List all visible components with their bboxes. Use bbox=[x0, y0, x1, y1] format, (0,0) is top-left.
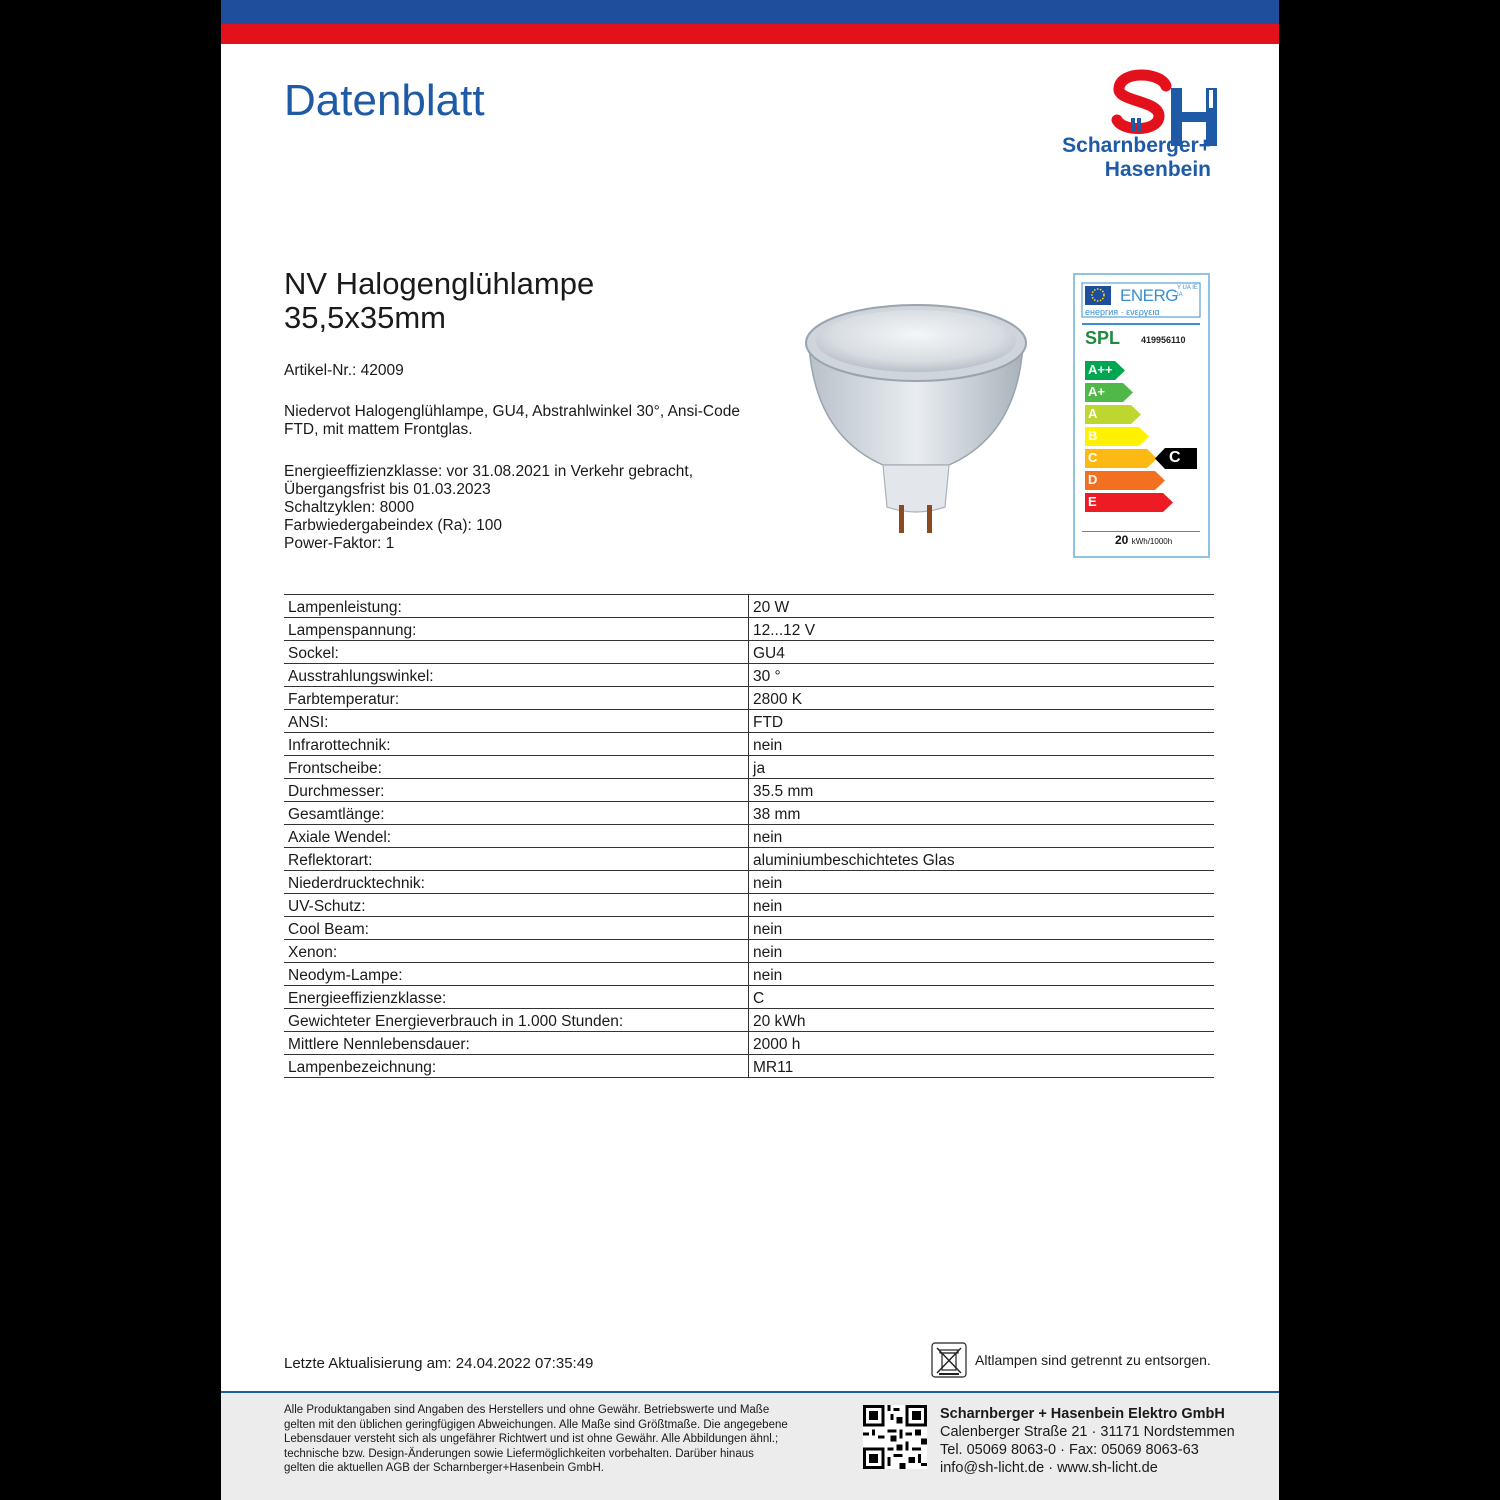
spec-value: nein bbox=[749, 871, 1215, 894]
company-address: Calenberger Straße 21 · 31171 Nordstemmen bbox=[940, 1424, 1235, 1440]
energy-class-label: A++ bbox=[1088, 362, 1113, 377]
spec-row bbox=[284, 733, 1214, 756]
spec-row bbox=[284, 917, 1214, 940]
disclaimer-line: technische bzw. Design-Änderungen sowie Liefermöglichkeiten vorbehalten. Darüber hinaus bbox=[284, 1447, 754, 1460]
last-updated: Letzte Aktualisierung am: 24.04.2022 07:35:49 bbox=[284, 1355, 594, 1372]
energy-label-header-languages: Y UA IE IA bbox=[1177, 285, 1198, 298]
spec-value: C bbox=[749, 986, 1215, 1009]
spec-label: Mittlere Nennlebensdauer: bbox=[284, 1032, 749, 1055]
spec-value: nein bbox=[749, 963, 1215, 986]
qr-code-icon[interactable] bbox=[863, 1405, 927, 1469]
detail-line: Energieeffizienzklasse: vor 31.08.2021 in Verkehr gebracht, bbox=[284, 463, 693, 480]
energy-consumption-value: 20 bbox=[1115, 533, 1129, 547]
disclaimer-line: gelten mit den üblichen geringfügigen Abweichungen. Alle Maße sind Größtmaße. Die angegebene bbox=[284, 1418, 788, 1431]
spec-table bbox=[284, 594, 1214, 1078]
spec-row bbox=[284, 779, 1214, 802]
energy-class-label: A+ bbox=[1088, 384, 1105, 399]
spec-value: 12...12 V bbox=[749, 618, 1215, 641]
spec-label: Lampenleistung: bbox=[284, 595, 749, 618]
spec-value: 30 ° bbox=[749, 664, 1215, 687]
spec-row bbox=[284, 871, 1214, 894]
description-line: FTD, mit mattem Frontglas. bbox=[284, 421, 473, 438]
spec-row bbox=[284, 1055, 1214, 1078]
energy-class-bar bbox=[1085, 493, 1173, 512]
energy-class-label: E bbox=[1088, 494, 1097, 509]
logo-line-2: Hasenbein bbox=[1104, 158, 1211, 181]
spec-value: nein bbox=[749, 940, 1215, 963]
energy-class-bar bbox=[1085, 427, 1149, 446]
spec-row bbox=[284, 710, 1214, 733]
spec-label: UV-Schutz: bbox=[284, 894, 749, 917]
energy-class-bar bbox=[1085, 471, 1165, 490]
spec-value: aluminiumbeschichtetes Glas bbox=[749, 848, 1215, 871]
spec-value: nein bbox=[749, 917, 1215, 940]
spec-label: Lampenbezeichnung: bbox=[284, 1055, 749, 1078]
energy-class-arrow bbox=[1085, 493, 1173, 512]
product-description bbox=[284, 403, 740, 439]
energy-label bbox=[1073, 273, 1210, 558]
spec-label: Farbtemperatur: bbox=[284, 687, 749, 710]
spec-label: Gewichteter Energieverbrauch in 1.000 Stunden: bbox=[284, 1009, 749, 1032]
spec-label: Xenon: bbox=[284, 940, 749, 963]
spec-label: Infrarottechnik: bbox=[284, 733, 749, 756]
disclaimer-line: Lebensdauer versteht sich als ungefährer Richtwert und ist ohne Gewähr. Alle Abbildungen ähnl.; bbox=[284, 1433, 779, 1445]
product-title bbox=[284, 267, 594, 335]
spec-value: nein bbox=[749, 894, 1215, 917]
spec-label: Energieeffizienzklasse: bbox=[284, 986, 749, 1009]
article-number: Artikel-Nr.: 42009 bbox=[284, 362, 404, 379]
footer-contact bbox=[940, 1405, 1235, 1477]
selected-class-indicator bbox=[1155, 448, 1197, 469]
spec-label: Sockel: bbox=[284, 641, 749, 664]
disposal-notice bbox=[931, 1341, 1211, 1379]
company-logo bbox=[981, 66, 1221, 186]
spec-row bbox=[284, 756, 1214, 779]
spec-value: nein bbox=[749, 825, 1215, 848]
footer-disclaimer bbox=[284, 1403, 839, 1476]
spec-value: MR11 bbox=[749, 1055, 1215, 1078]
datasheet-page bbox=[221, 0, 1279, 1500]
energy-class-bar bbox=[1085, 361, 1125, 380]
spec-value: ja bbox=[749, 756, 1215, 779]
spec-row bbox=[284, 986, 1214, 1009]
spec-row bbox=[284, 940, 1214, 963]
spec-row bbox=[284, 1009, 1214, 1032]
spec-label: Lampenspannung: bbox=[284, 618, 749, 641]
spec-label: Frontscheibe: bbox=[284, 756, 749, 779]
detail-line: Schaltzyklen: 8000 bbox=[284, 499, 415, 516]
page-title: Datenblatt bbox=[284, 76, 485, 125]
page-footer bbox=[221, 1391, 1279, 1500]
halogen-lamp-image bbox=[801, 295, 1031, 540]
spec-value: nein bbox=[749, 733, 1215, 756]
company-phone: Tel. 05069 8063-0 · Fax: 05069 8063-63 bbox=[940, 1442, 1199, 1458]
logo-line-1: Scharnberger+ bbox=[1062, 134, 1211, 157]
spec-label: Niederdrucktechnik: bbox=[284, 871, 749, 894]
energy-class-label: A bbox=[1088, 406, 1098, 421]
spec-value: 20 kWh bbox=[749, 1009, 1215, 1032]
spec-value: 35.5 mm bbox=[749, 779, 1215, 802]
spec-label: Gesamtlänge: bbox=[284, 802, 749, 825]
detail-line: Übergangsfrist bis 01.03.2023 bbox=[284, 481, 491, 498]
spec-value: 2000 h bbox=[749, 1032, 1215, 1055]
energy-class-label: D bbox=[1088, 472, 1098, 487]
spec-row bbox=[284, 687, 1214, 710]
spec-value: 20 W bbox=[749, 595, 1215, 618]
detail-line: Power-Faktor: 1 bbox=[284, 535, 395, 552]
energy-consumption-unit: kWh/1000h bbox=[1131, 537, 1173, 546]
energy-class-label: C bbox=[1088, 450, 1098, 465]
energy-class-bar bbox=[1085, 383, 1133, 402]
spec-row bbox=[284, 848, 1214, 871]
energy-consumption bbox=[1115, 533, 1172, 547]
spec-row bbox=[284, 894, 1214, 917]
energy-class-bar bbox=[1085, 405, 1141, 424]
energy-label-header: ENERG bbox=[1120, 286, 1178, 305]
spec-value: GU4 bbox=[749, 641, 1215, 664]
spec-label: Reflektorart: bbox=[284, 848, 749, 871]
energy-label-brand: SPL bbox=[1085, 328, 1121, 348]
spec-row bbox=[284, 802, 1214, 825]
spec-value: 2800 K bbox=[749, 687, 1215, 710]
spec-label: Ausstrahlungswinkel: bbox=[284, 664, 749, 687]
energy-class-label: B bbox=[1088, 428, 1098, 443]
product-details bbox=[284, 463, 693, 553]
product-name-line-2: 35,5x35mm bbox=[284, 300, 446, 335]
spec-row bbox=[284, 641, 1214, 664]
crossed-bin-icon bbox=[931, 1342, 967, 1378]
energy-label-model: 419956110 bbox=[1141, 335, 1186, 345]
spec-row bbox=[284, 664, 1214, 687]
spec-label: Axiale Wendel: bbox=[284, 825, 749, 848]
company-web[interactable]: info@sh-licht.de · www.sh-licht.de bbox=[940, 1460, 1158, 1476]
spec-label: Cool Beam: bbox=[284, 917, 749, 940]
spec-row bbox=[284, 1032, 1214, 1055]
spec-value: FTD bbox=[749, 710, 1215, 733]
disclaimer-line: gelten die aktuellen AGB der Scharnberger+Hasenbein GmbH. bbox=[284, 1462, 604, 1474]
spec-label: Durchmesser: bbox=[284, 779, 749, 802]
energy-class-bar bbox=[1085, 449, 1157, 468]
header-red-bar bbox=[221, 24, 1279, 44]
header-blue-bar bbox=[221, 0, 1279, 24]
spec-row bbox=[284, 825, 1214, 848]
disposal-text: Altlampen sind getrennt zu entsorgen. bbox=[975, 1352, 1211, 1368]
spec-row bbox=[284, 595, 1214, 618]
spec-value: 38 mm bbox=[749, 802, 1215, 825]
product-name-line-1: NV Halogenglühlampe bbox=[284, 266, 595, 301]
detail-line: Farbwiedergabeindex (Ra): 100 bbox=[284, 517, 502, 534]
spec-label: ANSI: bbox=[284, 710, 749, 733]
spec-label: Neodym-Lampe: bbox=[284, 963, 749, 986]
spec-row bbox=[284, 963, 1214, 986]
description-line: Niedervot Halogenglühlampe, GU4, Abstrahlwinkel 30°, Ansi-Code bbox=[284, 403, 740, 420]
energy-label-subheader: енергия · ενεργεια bbox=[1085, 307, 1160, 317]
selected-class-label: C bbox=[1169, 449, 1181, 466]
spec-row bbox=[284, 618, 1214, 641]
company-name: Scharnberger + Hasenbein Elektro GmbH bbox=[940, 1406, 1225, 1422]
disclaimer-line: Alle Produktangaben sind Angaben des Herstellers und ohne Gewähr. Betriebswerte und Maße bbox=[284, 1404, 770, 1416]
